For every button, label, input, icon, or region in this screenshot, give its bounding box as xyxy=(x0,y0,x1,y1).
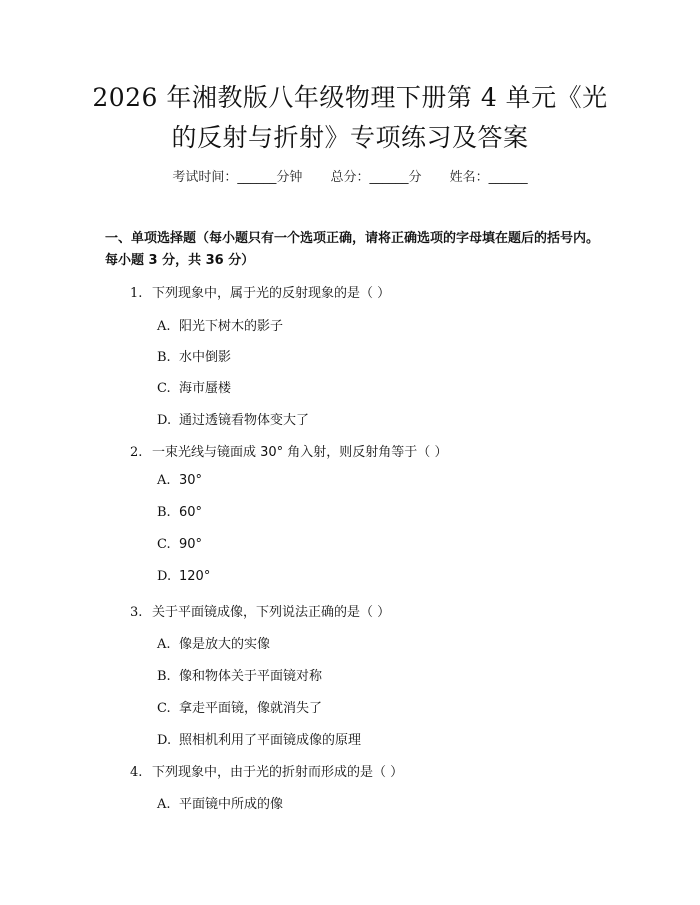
option-letter: C. xyxy=(157,537,171,552)
q2-option-c xyxy=(157,537,202,552)
q3-option-c xyxy=(157,697,322,716)
option-letter: D. xyxy=(157,569,172,584)
question-number: 3. xyxy=(130,605,143,620)
option-text: 像和物体关于平面镜对称 xyxy=(179,669,323,684)
option-letter: A. xyxy=(157,319,171,334)
question-text: 关于平面镜成像，下列说法正确的是（ ） xyxy=(152,605,391,620)
title-line-1: 2026 年湘教版八年级物理下册第 4 单元《光 xyxy=(92,83,608,112)
option-letter: B. xyxy=(157,350,171,365)
question-1 xyxy=(130,282,390,301)
q1-option-c xyxy=(157,377,231,396)
option-letter: D. xyxy=(157,413,172,428)
option-text: 90° xyxy=(179,537,203,552)
option-text: 通过透镜看物体变大了 xyxy=(179,413,310,428)
section-heading: 一、单项选择题（每小题只有一个选项正确，请将正确选项的字母填在题后的括号内。每小题 3 分，共 36 分） xyxy=(105,231,600,268)
q2-option-d xyxy=(157,569,210,584)
option-text: 拿走平面镜，像就消失了 xyxy=(179,701,323,716)
q3-option-b xyxy=(157,665,322,684)
question-4 xyxy=(130,761,403,780)
option-text: 30° xyxy=(179,473,203,488)
question-2 xyxy=(130,441,447,460)
exam-score: 总分：______分 xyxy=(330,170,422,185)
question-number: 1. xyxy=(130,286,143,301)
option-letter: B. xyxy=(157,505,171,520)
option-text: 照相机利用了平面镜成像的原理 xyxy=(179,733,362,748)
exam-meta xyxy=(0,166,700,185)
option-letter: A. xyxy=(157,797,171,812)
option-letter: A. xyxy=(157,473,171,488)
q3-option-a xyxy=(157,633,270,652)
option-text: 120° xyxy=(179,569,211,584)
option-text: 海市蜃楼 xyxy=(179,381,232,396)
option-letter: C. xyxy=(157,701,171,716)
option-text: 阳光下树木的影子 xyxy=(179,319,284,334)
q2-option-b xyxy=(157,505,202,520)
question-3 xyxy=(130,601,390,620)
option-text: 60° xyxy=(179,505,203,520)
q3-option-d xyxy=(157,729,361,748)
question-text: 一束光线与镜面成 30° 角入射，则反射角等于（ ） xyxy=(152,445,448,460)
q1-option-a xyxy=(157,315,283,334)
question-number: 4. xyxy=(130,765,143,780)
question-number: 2. xyxy=(130,445,143,460)
q2-option-a xyxy=(157,473,202,488)
exam-time: 考试时间：______分钟 xyxy=(172,170,303,185)
option-letter: B. xyxy=(157,669,171,684)
question-text: 下列现象中，由于光的折射而形成的是（ ） xyxy=(152,765,404,780)
document-title xyxy=(60,78,640,158)
option-letter: D. xyxy=(157,733,172,748)
question-text: 下列现象中，属于光的反射现象的是（ ） xyxy=(152,286,391,301)
option-text: 像是放大的实像 xyxy=(179,637,271,652)
student-name: 姓名：______ xyxy=(449,170,528,185)
option-text: 平面镜中所成的像 xyxy=(179,797,284,812)
q1-option-b xyxy=(157,346,231,365)
q4-option-a xyxy=(157,793,283,812)
q1-option-d xyxy=(157,409,309,428)
option-letter: A. xyxy=(157,637,171,652)
option-text: 水中倒影 xyxy=(179,350,232,365)
option-letter: C. xyxy=(157,381,171,396)
title-line-2: 的反射与折射》专项练习及答案 xyxy=(171,123,529,152)
